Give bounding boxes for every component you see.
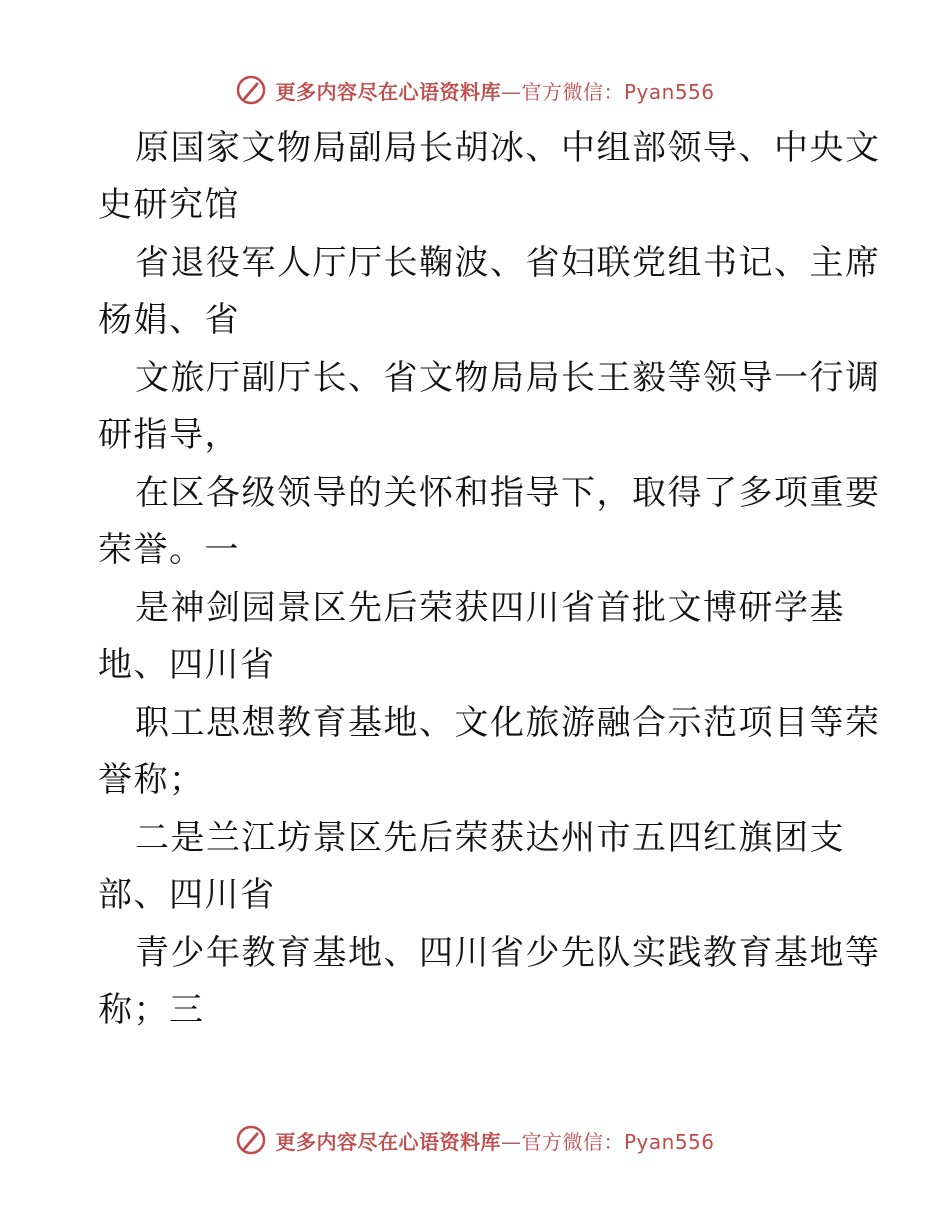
body-line-14: 部、四川省 [98,875,276,915]
body-line-1: 原国家文物局副局长胡冰、中组部领导、中央文 [135,128,881,168]
watermark-dash: — [500,1129,522,1154]
watermark-account-label: 官方微信： [521,1129,624,1154]
body-line-8: 荣誉。一 [98,530,240,570]
quill-logo-icon [235,74,267,106]
header-watermark [0,70,950,110]
body-line-15: 青少年教育基地、四川省少先队实践教育基地等 [135,933,881,973]
body-line-9: 是神剑园景区先后荣获四川省首批文博研学基 [135,588,845,628]
watermark-main-text: 更多内容尽在心语资料库 [275,79,501,104]
watermark-account-label: 官方微信： [521,79,624,104]
body-line-11: 职工思想教育基地、文化旅游融合示范项目等荣 [135,703,881,743]
watermark-dash: — [500,79,522,104]
watermark-main-text: 更多内容尽在心语资料库 [275,1129,501,1154]
body-line-16: 称；三 [98,990,205,1030]
body-line-3: 省退役军人厅厅长鞠波、省妇联党组书记、主席 [135,243,881,283]
body-line-5: 文旅厅副厅长、省文物局局长王毅等领导一行调 [135,358,881,398]
body-line-6: 研指导， [98,415,240,455]
body-line-4: 杨娟、省 [98,300,240,340]
body-line-7: 在区各级领导的关怀和指导下，取得了多项重要 [135,473,881,513]
watermark-account: Pyan556 [623,1129,715,1154]
footer-watermark [0,1120,950,1160]
body-line-13: 二是兰江坊景区先后荣获达州市五四红旗团支 [135,818,845,858]
body-line-10: 地、四川省 [98,645,276,685]
quill-logo-icon [235,1124,267,1156]
watermark-account: Pyan556 [623,79,715,104]
body-line-2: 史研究馆 [98,185,240,225]
body-line-12: 誉称； [98,760,205,800]
